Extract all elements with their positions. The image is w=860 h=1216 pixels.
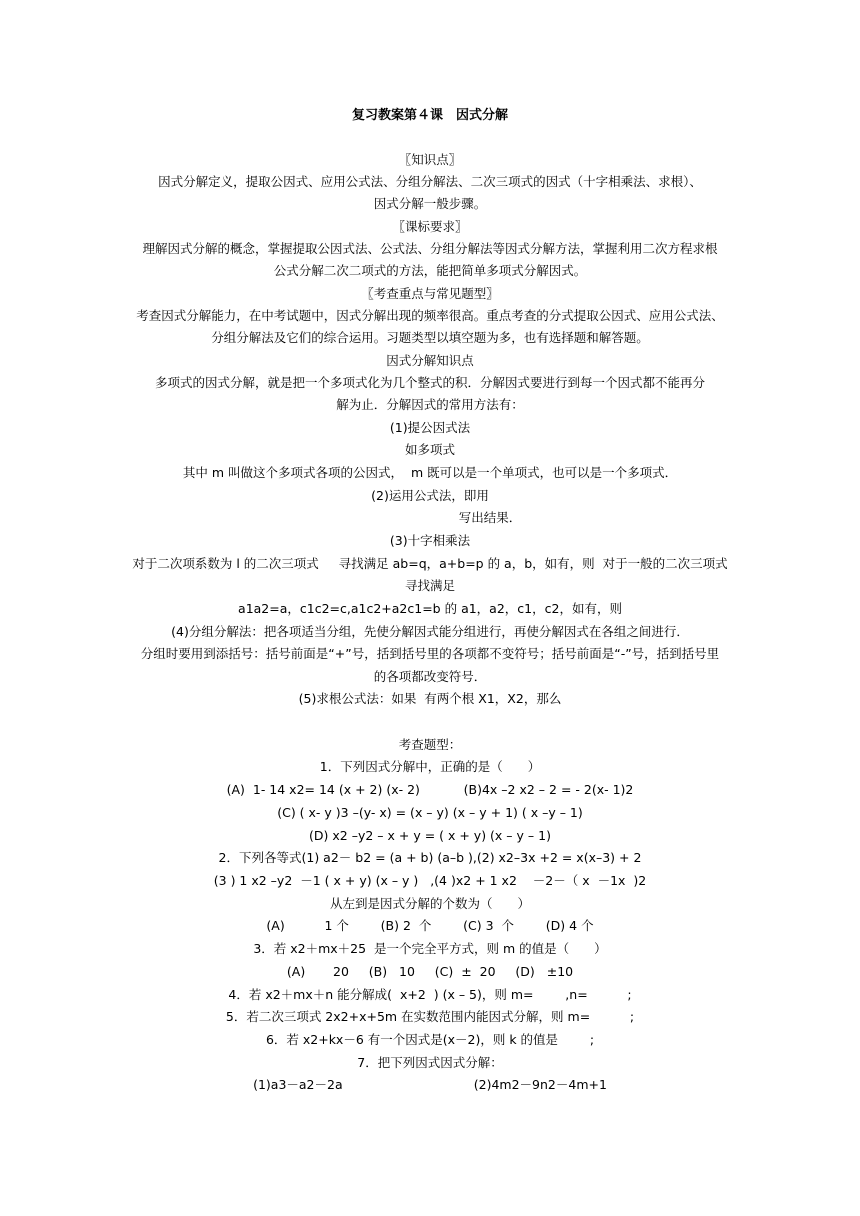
question-option-line: (3 ) 1 x2 –y2 －1 ( x + y) (x – y ) ,(4 )x2 + 1 x2 －2－（ x －1x )2 <box>213 873 647 888</box>
paragraph-line: 分组时要用到添括号：括号前面是“+”号，括到括号里的各项都不变符号；括号前面是“-”号，括到括号里 <box>140 646 720 661</box>
method-heading: (5)求根公式法：如果 有两个根 X1，X2，那么 <box>298 691 562 706</box>
method-heading: (1)提公因式法 <box>389 420 471 435</box>
question-option-line: (A) 1 个 (B) 2 个 (C) 3 个 (D) 4 个 <box>266 918 594 933</box>
question-option-line: (1)a3－a2－2a (2)4m2－9n2－4m+1 <box>253 1077 607 1092</box>
section-heading-knowledge-points: 因式分解知识点 <box>386 353 474 368</box>
question-option-line: (D) x2 –y2 – x + y = ( x + y) (x – y – 1) <box>309 828 551 843</box>
paragraph-line: 解为止．分解因式的常用方法有： <box>336 397 524 412</box>
paragraph-line: 的各项都改变符号． <box>373 669 487 684</box>
page-title: 复习教案第４课 因式分解 <box>351 108 508 123</box>
method-heading: (2)运用公式法，即用 <box>371 488 489 503</box>
paragraph-line: 寻找满足 <box>404 578 455 593</box>
paragraph-line: 写出结果． <box>458 510 522 525</box>
paragraph-line: a1a2=a，c1c2=c,a1c2+a2c1=b 的 a1，a2，c1，c2，如有，则 <box>238 601 622 616</box>
question-option-line: (A) 1- 14 x2= 14 (x + 2) (x- 2) (B)4x –2 x2 – 2 = - 2(x- 1)2 <box>226 782 634 797</box>
paragraph-line: 对于二次项系数为 l 的二次三项式 寻找满足 ab=q，a+b=p 的 a，b，如有，则 对于一般的二次三项式 <box>132 556 728 571</box>
section-heading-exam-types: 考查题型： <box>398 737 462 752</box>
question-6: 6．若 x2+kx－6 有一个因式是(x－2)，则 k 的值是 ; <box>265 1032 595 1047</box>
paragraph-line: 多项式的因式分解，就是把一个多项式化为几个整式的积．分解因式要进行到每一个因式都不能再分 <box>154 375 705 390</box>
question-4: 4．若 x2＋mx＋n 能分解成( x+2 ) (x – 5)，则 m= ,n= ; <box>228 987 632 1002</box>
paragraph-line: 如多项式 <box>404 442 455 457</box>
section-heading-knowledge: 〖知识点〗 <box>398 152 462 167</box>
section-heading-focus: 〖考查重点与常见题型〗 <box>361 286 499 301</box>
paragraph-line: 公式分解二次二项式的方法，能把简单多项式分解因式。 <box>273 263 587 278</box>
question-option-line: (C) ( x- y )3 –(y- x) = (x – y) (x – y + 1) ( x –y – 1) <box>277 805 583 820</box>
question-3: 3．若 x2＋mx＋25 是一个完全平方式，则 m 的值是（ ） <box>253 941 607 956</box>
question-2: 2．下列各等式(1) a2－ b2 = (a + b) (a–b ),(2) x2–3x +2 = x(x–3) + 2 <box>218 850 642 865</box>
paragraph-line: 从左到是因式分解的个数为（ ） <box>329 896 530 911</box>
method-heading: (3)十字相乘法 <box>389 533 471 548</box>
paragraph-line: 分组分解法及它们的综合运用。习题类型以填空题为多，也有选择题和解答题。 <box>211 330 649 345</box>
question-option-line: (A) 20 (B) 10 (C) ± 20 (D) ±10 <box>286 964 574 979</box>
question-7: 7．把下列因式因式分解： <box>357 1055 503 1070</box>
paragraph-line: 其中 m 叫做这个多项式各项的公因式， m 既可以是一个单项式，也可以是一个多项式． <box>182 465 678 480</box>
paragraph-line: 因式分解定义，提取公因式、应用公式法、分组分解法、二次三项式的因式（十字相乘法、求根）、 <box>158 174 702 189</box>
question-1: 1．下列因式分解中，正确的是（ ） <box>319 759 541 774</box>
method-heading: (4)分组分解法：把各项适当分组，先使分解因式能分组进行，再使分解因式在各组之间进行． <box>171 624 689 639</box>
paragraph-line: 理解因式分解的概念，掌握提取公因式法、公式法、分组分解法等因式分解方法，掌握利用二次方程求根 <box>142 241 718 256</box>
paragraph-line: 因式分解一般步骤。 <box>373 196 487 211</box>
section-heading-standards: 〖课标要求〗 <box>392 219 468 234</box>
paragraph-line: 考查因式分解能力，在中考试题中，因式分解出现的频率很高。重点考查的分式提取公因式、应用公式法、 <box>136 308 724 323</box>
question-5: 5．若二次三项式 2x2+x+5m 在实数范围内能因式分解，则 m= ; <box>225 1009 635 1024</box>
